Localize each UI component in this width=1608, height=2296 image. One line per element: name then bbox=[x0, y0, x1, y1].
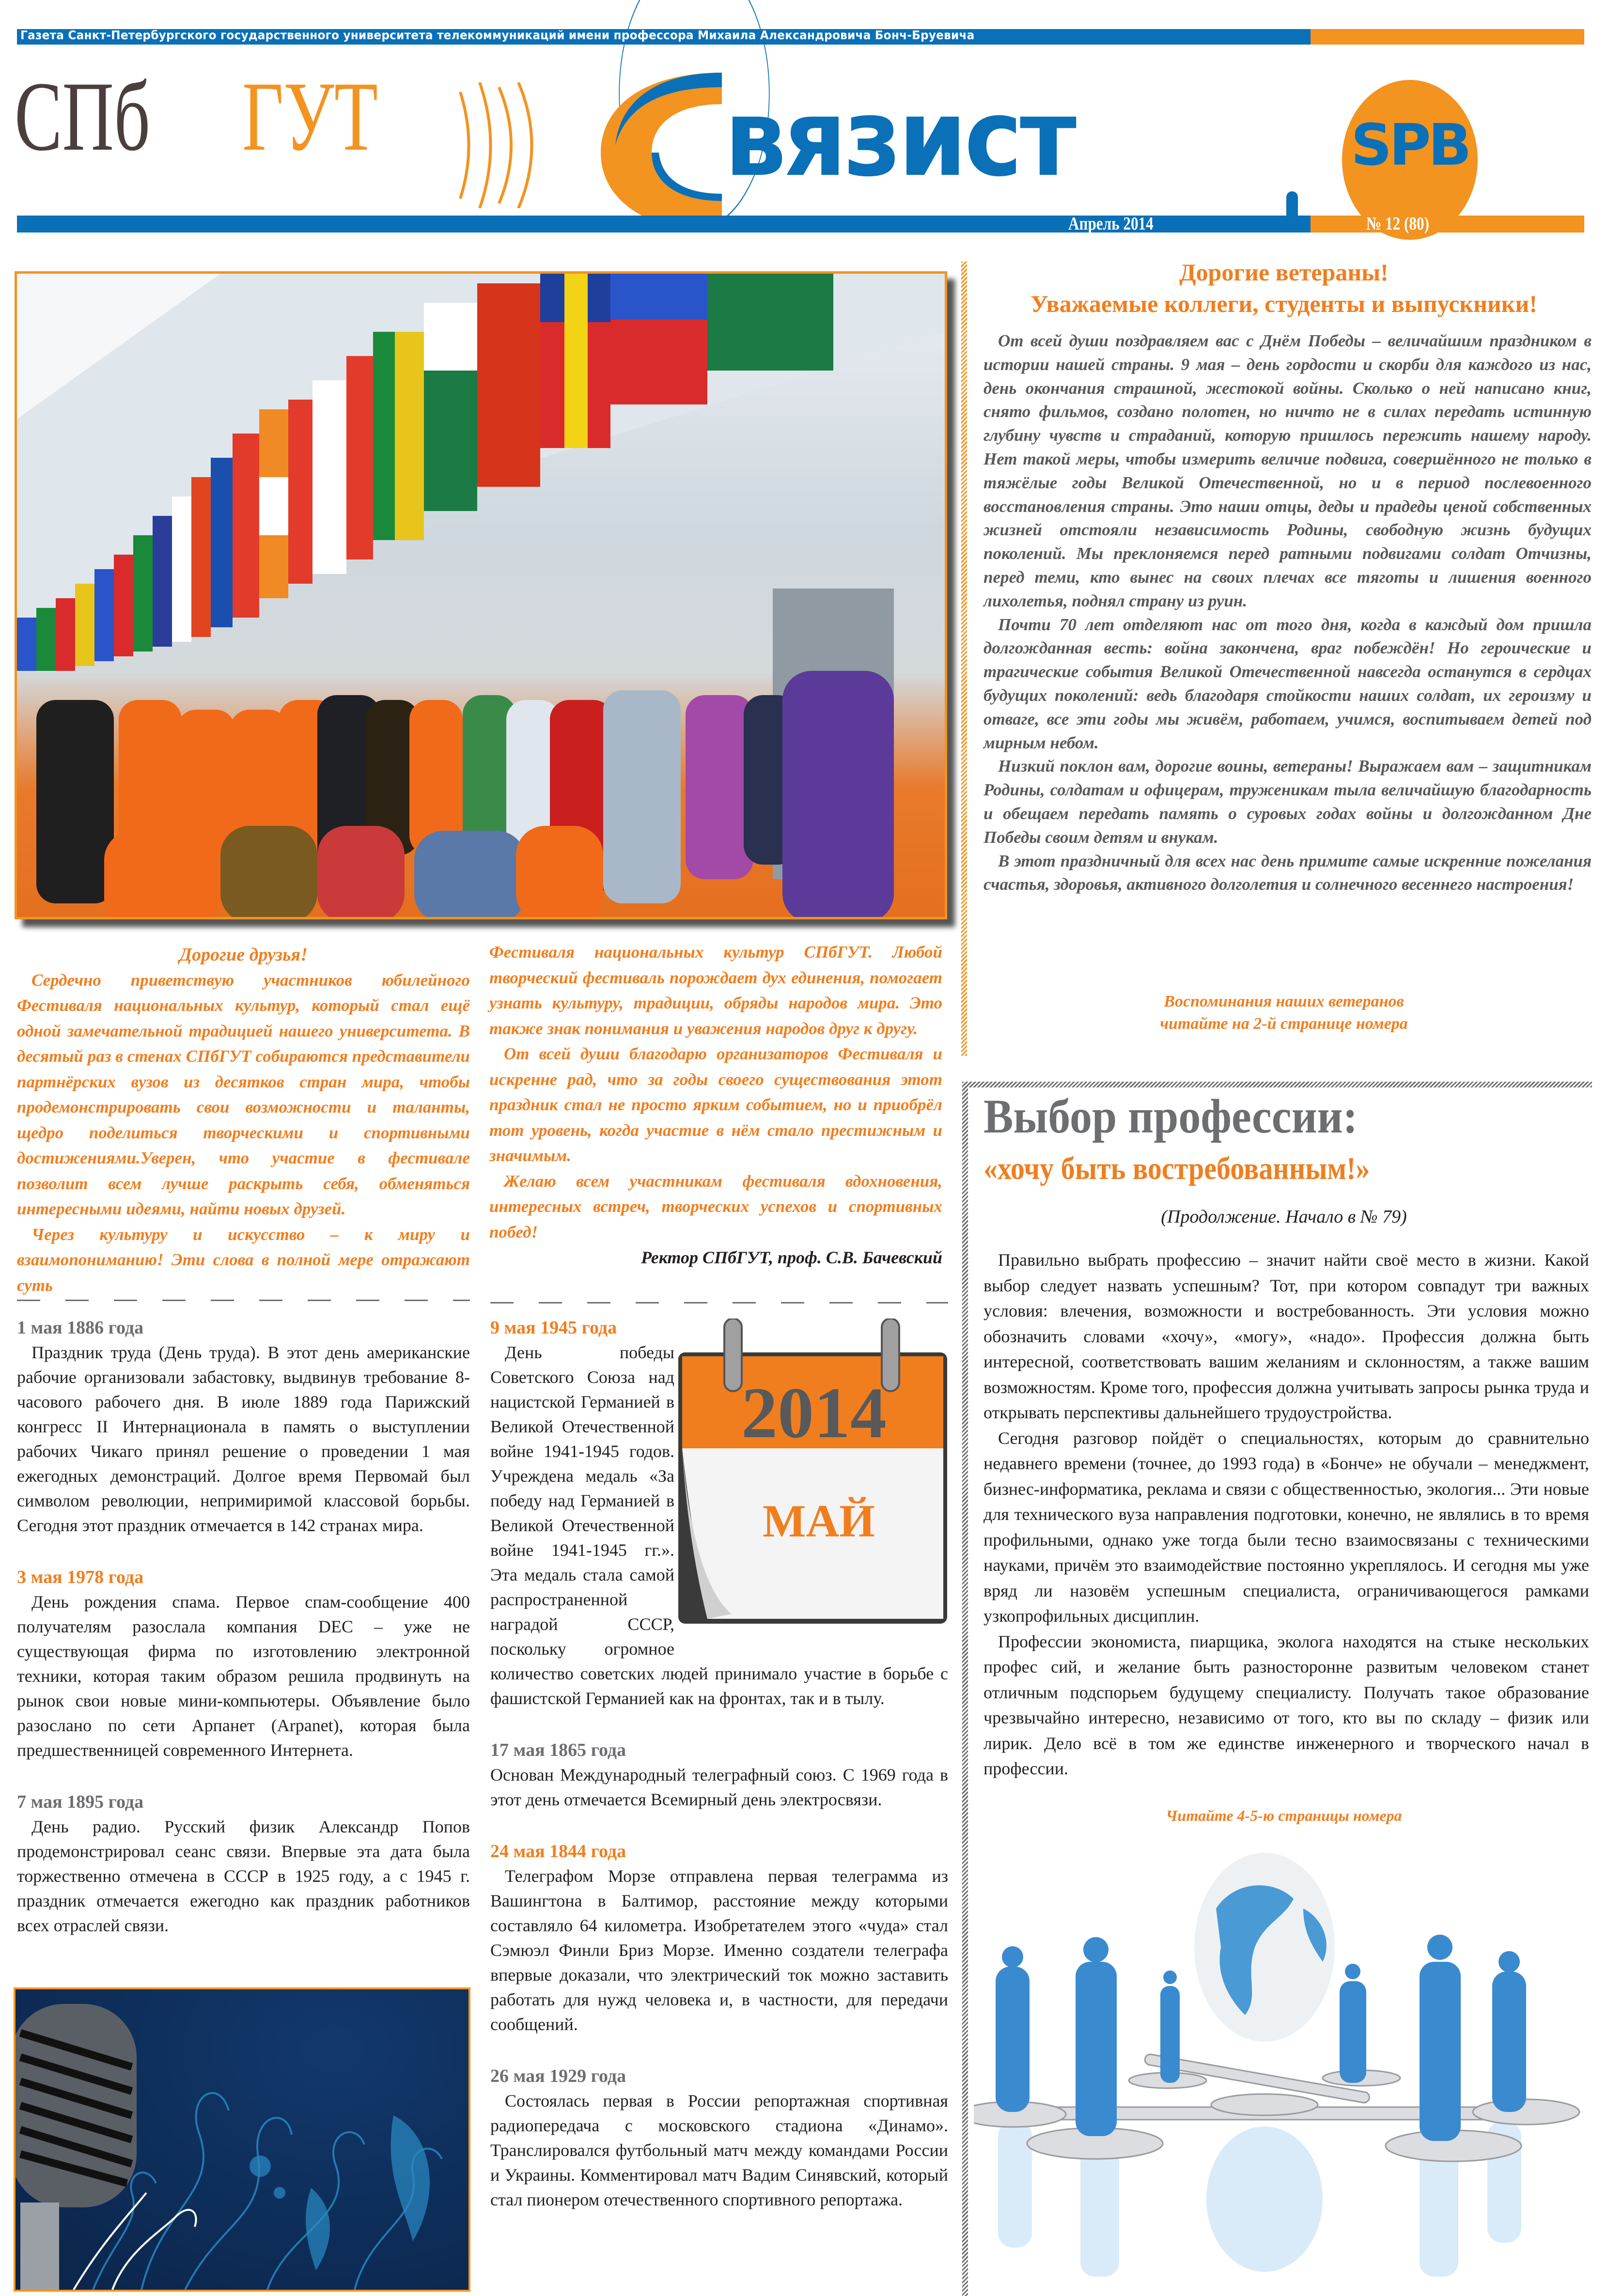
calendar-month: МАЙ bbox=[762, 1495, 875, 1547]
profession-box-border-top bbox=[962, 1082, 1592, 1087]
dashed-separator bbox=[17, 1300, 470, 1301]
profession-continuation-note: (Продолжение. Начало в № 79) bbox=[1161, 1207, 1407, 1227]
date-heading: 17 мая 1865 года bbox=[490, 1740, 626, 1760]
date-text: Основан Международный телеграфный союз. С 1969 года в этот день отмечается Всемирный день электросвязи. bbox=[490, 1765, 948, 1809]
profession-paragraph: Профессии экономиста, пиарщика, эколога находятся на стыке нескольких профес сий, и желание быть разносторонне развитым человеком станет отличным подспорьем будущему специалисту. Получать такое образование чрезвычайно интересно, независимо от того, кто вы по складу – физик или лирик. Дело всё в том же единстве инженерного и творческого начал в профессии. bbox=[984, 1631, 1589, 1778]
issue-date: Апрель 2014 bbox=[1068, 214, 1154, 234]
people-group bbox=[36, 671, 894, 917]
newspaper-tagline: Газета Санкт-Петербургского государственного университета телекоммуникаций имени профессора Михаила Александровича Бонч-Бруевича bbox=[20, 28, 975, 42]
globe-network-icon bbox=[974, 1850, 1599, 2286]
date-heading: 7 мая 1895 года bbox=[17, 1792, 144, 1812]
veterans-heading bbox=[969, 257, 1599, 320]
logo-spb-badge-text: SPB bbox=[1351, 111, 1469, 178]
veterans-paragraph: От всей души поздравляем вас с Днём Победы – величайшим праздником в истории нашей страны. 9 мая – день гордости и скорби для каждого из нас, день окончания страшной, жестокой войны. Сколько о ней написано книг, снято фильмов, создано полотен, но ничто не в силах передать истинную глубину чувств и страданий, которую пришлось пережить нашему народу. Нет такой меры, чтобы измерить величие подвига, совершённого не только в тяжёлые годы Великой Отечественной, но и в период послевоенного восстановления страны. Это наши отцы, деды и прадеды ценой собственных жизней отстояли независимость Родины, свободную жизнь будущих поколений. Мы преклоняемся перед ратными подвигами солдат Отчизны, перед теми, кто вынес на своих плечах все тяготы и лишения военного лихолетья, поднял страну из руин. bbox=[984, 331, 1592, 610]
date-text: Состоялась первая в России репортажная спортивная радиопередача с московского стадиона «Динамо». Транслировался футбольный матч между командами России и Украины. Комментировал матч Вадим Синявский, который стал пионером отечественного спортивного репортажа. bbox=[490, 2091, 948, 2209]
profession-article bbox=[984, 1247, 1589, 1782]
veterans-title-line2: Уважаемые коллеги, студенты и выпускники! bbox=[1030, 290, 1537, 317]
date-heading: 9 мая 1945 года bbox=[490, 1318, 617, 1338]
date-entry bbox=[490, 1839, 948, 2037]
group-photo-flags-icon bbox=[17, 274, 945, 917]
calendar-year: 2014 bbox=[741, 1373, 887, 1453]
globe-network-illustration bbox=[974, 1850, 1599, 2286]
veterans-paragraph: Низкий поклон вам, дорогие воины, ветераны! Выражаем вам – защитникам Родины, солдатам и офицерам, труженикам тыла величайшую благодарность и обещаем передать память о суровых годах войны и долгожданном Дне Победы своим детям и внукам. bbox=[984, 757, 1592, 847]
date-entry bbox=[17, 1789, 470, 1938]
date-entry bbox=[17, 1565, 470, 1763]
date-heading: 26 мая 1929 года bbox=[490, 2066, 626, 2086]
issue-number: № 12 (80) bbox=[1366, 214, 1429, 234]
radio-waves-icon bbox=[451, 82, 547, 208]
rector-greeting-col2 bbox=[489, 940, 942, 1271]
microphone-illustration bbox=[14, 1987, 470, 2292]
calendar-illustration bbox=[678, 1319, 947, 1624]
date-heading: 1 мая 1886 года bbox=[17, 1318, 144, 1338]
profession-subtitle: «хочу быть востребованным!» bbox=[984, 1151, 1370, 1186]
logo-spb-text: СПб bbox=[15, 62, 151, 171]
tagline-bar-accent bbox=[1311, 29, 1584, 45]
veterans-paragraph: Почти 70 лет отделяют нас от того дня, когда в каждый дом пришла долгожданная весть: война закончена, враг побеждён! Но героические и трагические события Великой Отечественной навсегда останутся в сердцах будущих поколений: ведь благодаря стойкости наших солдат, их героизму и отваге, все эти годы мы живём, работаем, учимся, воспитываем детей под мирным небом. bbox=[984, 615, 1592, 752]
dates-column-left bbox=[17, 1315, 470, 1965]
logo-gut-text: ГУТ bbox=[242, 62, 378, 171]
dashed-separator bbox=[490, 1302, 948, 1303]
date-text: День рождения спама. Первое спам-сообщение 400 получателям разослала компания DEC – уже не существующая фирма по изготовлению электронной техники, которая таким образом решила продвинуть на рынок свои новые мини-компьютеры. Объявление было разослано по сети Арпанет (Arpanet), которая была предшественницей современного Интернета. bbox=[17, 1592, 470, 1760]
issue-bar-accent bbox=[1311, 216, 1584, 233]
date-heading: 24 мая 1844 года bbox=[490, 1841, 626, 1862]
logo-svyazist-text: вязист bbox=[724, 76, 1074, 200]
date-text: Телеграфом Морзе отправлена первая телеграмма из Вашингтона в Балтимор, расстояние между которыми составляло 64 километра. Изобретателем этого «чуда» стал Сэмюэл Финли Бриз Морзе. Именно создатели телеграфа впервые доказали, что электрический ток можно заставить работать для нужд человека и, в частности, для передачи сообщений. bbox=[490, 1866, 948, 2034]
date-entry bbox=[17, 1315, 470, 1538]
rector-greeting-col1 bbox=[17, 942, 470, 1298]
greeting-continuation: Фестиваля национальных культур СПбГУТ. Любой творческий фестиваль порождает дух единения, помогает узнать культуру, традиции, обряды народов мира. Это также знак понимания и уважения народов друг к другу. bbox=[489, 943, 942, 1038]
greeting-paragraph: Сердечно приветствую участников юбилейного Фестиваля национальных культур, который стал ещё одной замечательной традицией нашего университета. В десятый раз в стенах СПбГУТ собираются представители партнёрских вузов из десятков стран мира, чтобы продемонстрировать свои возможности и таланты, щедро поделиться творческими и спортивными достижениями.Уверен, что участие в фестивале позволит всем лучше раскрыть себя, обменяться интересными идеями, найти новых друзей. bbox=[17, 970, 470, 1218]
veterans-paragraph: В этот праздничный для всех нас день примите самые искренние пожелания счастья, здоровья, активного долголетия и солнечного весеннего настроения! bbox=[984, 851, 1592, 894]
profession-paragraph: Сегодня разговор пойдёт о специальностях, которым до сравнительно недавнего времени (точнее, до 1993 года) в «Бонче» не обучали – менеджмент, бизнес-информатика, реклама и связи с общественностью, экология... Эти новые для технического вуза направления подготовки, конечно, не являлись в то время профильными, однако уже тогда были тесно взаимосвязаны с техническими науками, причём это взаимодействие постоянно укреплялось. И сегодня мы уже вряд ли назовём успешным специалиста, ограничивающегося рамками узкопрофильных дисциплин. bbox=[984, 1428, 1589, 1626]
veterans-title-line1: Дорогие ветераны! bbox=[1179, 259, 1389, 286]
date-text: День радио. Русский физик Александр Попов продемонстрировал сеанс связи. Впервые эта дата была торжественно отмечена в СССР в 1925 году, а с 1945 г. праздник отмечается ежегодно как праздник работников всех отраслей связи. bbox=[17, 1817, 470, 1935]
profession-paragraph: Правильно выбрать профессию – значит найти своё место в жизни. Какой выбор следует назвать успешным? Тот, при котором совпадут три важных условия: влечения, возможности и востребованность. Эти условия можно обозначить словами «хочу», «могу», «надо». Профессия должна быть интересной, соответствовать вашим желаниям и склонностям, а также вашим возможностям. Кроме того, профессия должна учитывать запросы рынка труда и открывать перспективы дальнейшего трудоустройства. bbox=[984, 1250, 1589, 1422]
festival-group-photo bbox=[15, 271, 947, 919]
rector-signature: Ректор СПбГУТ, проф. С.В. Бачевский bbox=[641, 1248, 942, 1267]
profession-title: Выбор профессии: bbox=[984, 1089, 1358, 1143]
greeting-paragraph: Желаю всем участникам фестиваля вдохновения, интересных встреч, творческих успехов и спортивных побед! bbox=[489, 1171, 942, 1241]
greeting-paragraph: От всей души благодарю организаторов Фестиваля и искренне рад, что за годы своего существования этот праздник стал не просто ярким событием, но и приобрёл тот уровень, когда участие в нём стало престижным и значимым. bbox=[489, 1044, 942, 1165]
greeting-paragraph: Через культуру и искусство – к миру и взаимопониманию! Эти слова в полной мере отражают суть bbox=[17, 1225, 470, 1295]
column-divider bbox=[961, 262, 967, 1056]
date-text: День победы Советского Союза над нацистской Германией в Великой Отечественной войне 1941-1945 годов. Учреждена медаль «За победу над Германией в Великой Отечественной войне 1941-1945 гг.». Эта медаль стала самой распространенной наградой СССР, поскольку огромное количество советских людей принимало участие в борьбе с фашистской Германией как на фронтах, так и в тылу. bbox=[490, 1343, 948, 1708]
veterans-letter bbox=[984, 329, 1592, 897]
veterans-read-more[interactable] bbox=[969, 991, 1599, 1035]
microphone-icon bbox=[16, 1989, 468, 2290]
greeting-title: Дорогие друзья! bbox=[179, 945, 308, 965]
veterans-footer-line2: читайте на 2-й странице номера bbox=[1160, 1015, 1408, 1033]
date-entry bbox=[490, 2063, 948, 2212]
profession-box-border-left bbox=[962, 1082, 968, 2296]
date-heading: 3 мая 1978 года bbox=[17, 1567, 144, 1587]
logo-big-c-mark bbox=[601, 73, 722, 233]
veterans-footer-line1: Воспоминания наших ветеранов bbox=[1164, 993, 1404, 1010]
date-text: Праздник труда (День труда). В этот день американские рабочие организовали забастовку, выдвинув требование 8-часового рабочего дня. В июле 1889 года Парижский конгресс II Интернационала в память о выступлении рабочих Чикаго принял решение о проведении 1 мая ежегодных демонстраций. Долгое время Первомай был символом революции, непримиримой классовой борьбы. Сегодня этот праздник отмечается в 142 странах мира. bbox=[17, 1343, 470, 1535]
calendar-icon bbox=[678, 1319, 947, 1624]
profession-read-more[interactable]: Читайте 4-5-ю страницы номера bbox=[1166, 1807, 1402, 1824]
date-entry bbox=[490, 1738, 948, 1812]
